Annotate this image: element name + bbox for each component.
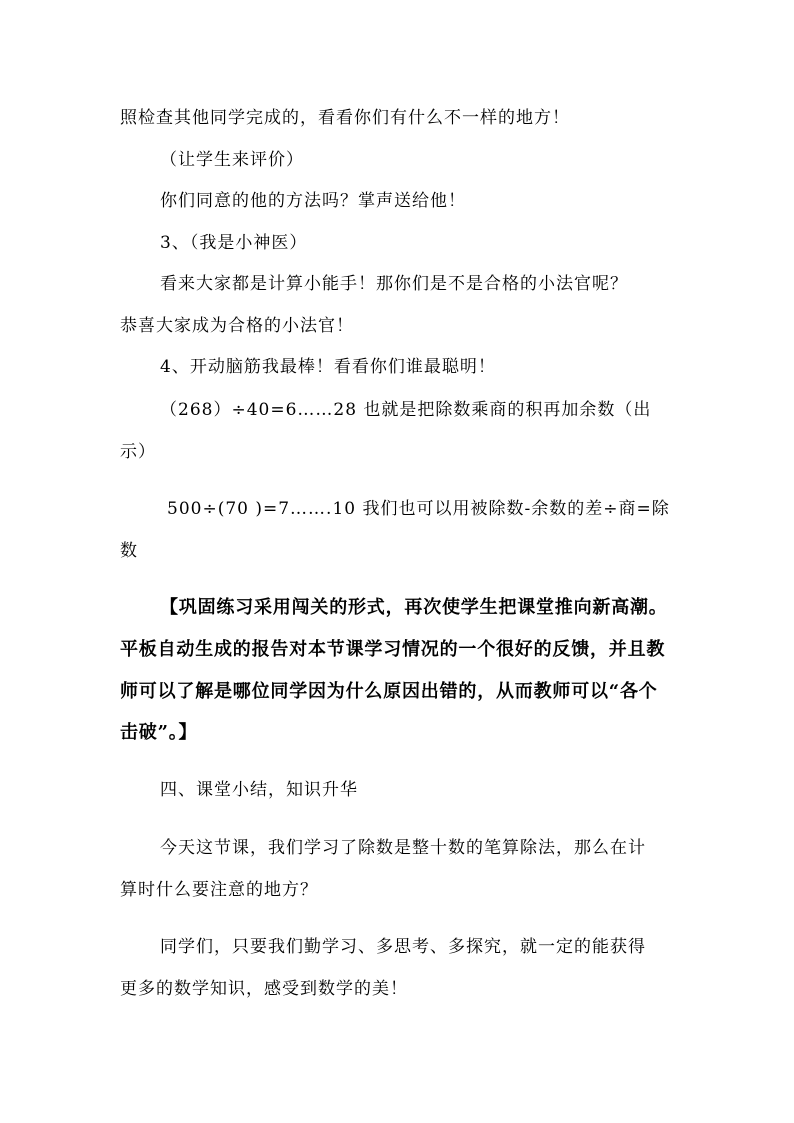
text-line: 500÷(70 )=7…….10 我们也可以用被除数-余数的差÷商=除 bbox=[167, 499, 670, 519]
text-line: （让学生来评价） bbox=[160, 150, 304, 170]
text-line: 你们同意的他的方法吗？掌声送给他！ bbox=[160, 191, 466, 211]
text-line: 示） bbox=[120, 442, 156, 462]
text-line: 同学们，只要我们勤学习、多思考、多探究，就一定的能获得 bbox=[160, 937, 646, 957]
text-line: 数 bbox=[120, 541, 138, 561]
text-line: 4、开动脑筋我最棒！看看你们谁最聪明！ bbox=[160, 357, 496, 377]
text-line: 恭喜大家成为合格的小法官！ bbox=[120, 316, 354, 336]
summary-note-line: 平板自动生成的报告对本节课学习情况的一个很好的反馈，并且教 bbox=[120, 639, 666, 660]
text-line: 3、（我是小神医） bbox=[160, 233, 308, 253]
section-heading: 四、课堂小结，知识升华 bbox=[160, 780, 358, 800]
summary-note-line: 击破”。】 bbox=[120, 722, 198, 743]
text-line: 今天这节课，我们学习了除数是整十数的笔算除法，那么在计 bbox=[160, 838, 646, 858]
text-line: 看来大家都是计算小能手！那你们是不是合格的小法官呢？ bbox=[160, 274, 628, 294]
text-line: 照检查其他同学完成的，看看你们有什么不一样的地方！ bbox=[120, 108, 570, 128]
summary-note-line: 【巩固练习采用闯关的形式，再次使学生把课堂推向新高潮。 bbox=[160, 597, 668, 618]
text-line: （268）÷40=6……28 也就是把除数乘商的积再加余数（出 bbox=[160, 400, 652, 420]
text-line: 算时什么要注意的地方？ bbox=[120, 880, 318, 900]
summary-note-line: 师可以了解是哪位同学因为什么原因出错的，从而教师可以“各个 bbox=[120, 681, 658, 702]
text-line: 更多的数学知识，感受到数学的美！ bbox=[120, 979, 408, 999]
